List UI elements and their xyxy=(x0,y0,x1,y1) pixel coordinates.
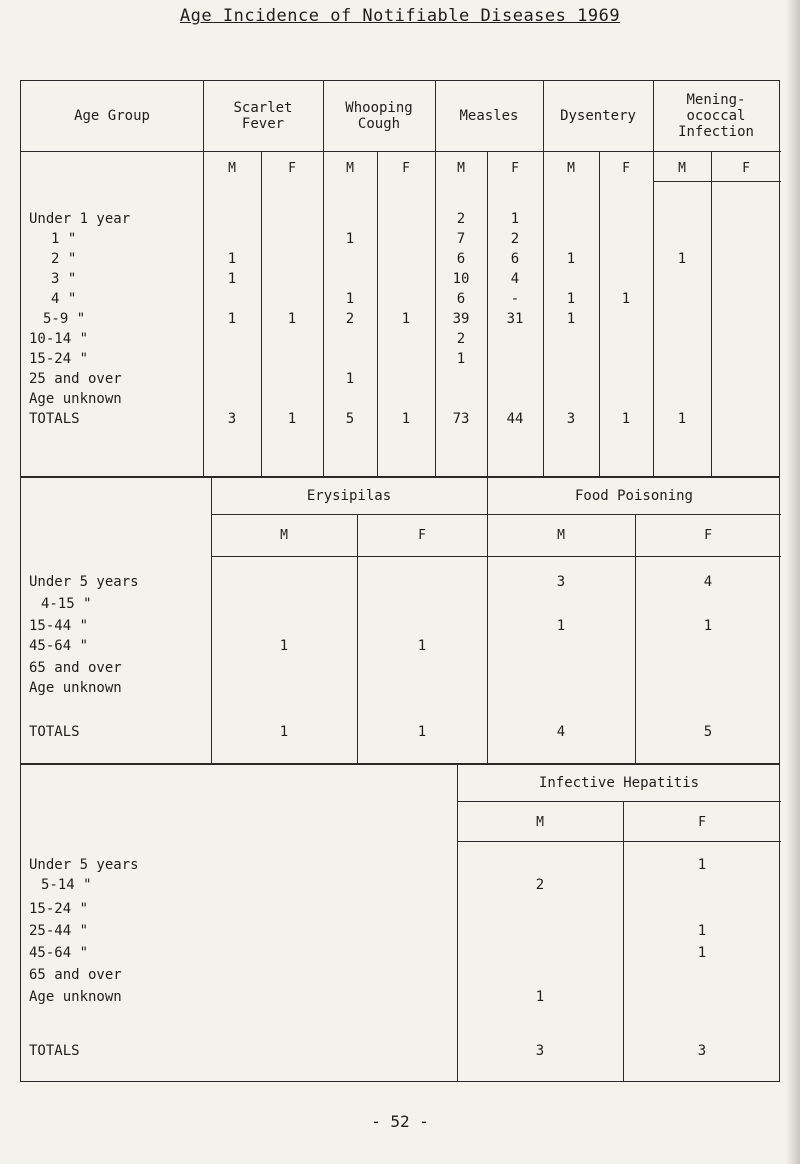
mf-label: M xyxy=(678,161,686,176)
table-cell: 1 xyxy=(566,291,576,307)
table-cell: 6 xyxy=(456,291,466,307)
table-cell: 1 xyxy=(417,638,427,654)
table-cell: 1 xyxy=(535,989,545,1005)
mf-label: M xyxy=(346,161,354,176)
table-cell: 2 xyxy=(345,311,355,327)
table-cell: 1 xyxy=(345,291,355,307)
total-cell: 1 xyxy=(287,411,297,427)
row-label: Under 5 years xyxy=(29,857,139,873)
table-cell: 1 xyxy=(510,211,520,227)
row-label: 1 " xyxy=(51,231,77,247)
table-cell: 1 xyxy=(227,251,237,267)
mf-label: F xyxy=(622,161,630,176)
table-cell: 1 xyxy=(677,251,687,267)
row-label: 15-24 " xyxy=(29,901,89,917)
table-cell: 1 xyxy=(456,351,466,367)
mf-label: F xyxy=(698,815,706,830)
mf-label: F xyxy=(704,528,712,543)
mf-label: F xyxy=(418,528,426,543)
header-whooping-cough: Whooping Cough xyxy=(345,100,413,132)
table-cell: 2 xyxy=(456,331,466,347)
table-cell: 6 xyxy=(456,251,466,267)
row-label: 45-64 " xyxy=(29,638,89,654)
table-cell: 6 xyxy=(510,251,520,267)
total-cell: 1 xyxy=(401,411,411,427)
table-cell: 7 xyxy=(456,231,466,247)
table-cell: - xyxy=(510,291,520,307)
table-infective-hepatitis xyxy=(20,764,780,1082)
header-scarlet-fever: Scarlet Fever xyxy=(233,100,293,132)
total-cell: 3 xyxy=(566,411,576,427)
total-cell: 4 xyxy=(556,724,566,740)
table-cell: 1 xyxy=(697,923,707,939)
mf-label: F xyxy=(288,161,296,176)
totals-label: TOTALS xyxy=(29,1043,80,1059)
row-label: Under 5 years xyxy=(29,574,139,590)
row-label: 15-24 " xyxy=(29,351,89,367)
table-cell: 2 xyxy=(510,231,520,247)
totals-label: TOTALS xyxy=(29,724,80,740)
age-group-header: Age Group xyxy=(74,108,150,124)
header-infective-hepatitis: Infective Hepatitis xyxy=(538,775,700,791)
table-cell: 1 xyxy=(345,231,355,247)
table-cell: 1 xyxy=(556,618,566,634)
total-cell: 3 xyxy=(697,1043,707,1059)
row-label: Age unknown xyxy=(29,680,122,696)
row-label: 4 " xyxy=(51,291,77,307)
row-label: 5-14 " xyxy=(41,877,92,893)
row-label: 2 " xyxy=(51,251,77,267)
mf-label: F xyxy=(402,161,410,176)
totals-label: TOTALS xyxy=(29,411,80,427)
table-cell: 1 xyxy=(227,271,237,287)
table-cell: 1 xyxy=(401,311,411,327)
table-cell: 1 xyxy=(227,311,237,327)
header-dysentery: Dysentery xyxy=(560,108,636,124)
total-cell: 44 xyxy=(506,411,524,427)
row-label: Age unknown xyxy=(29,391,122,407)
total-cell: 5 xyxy=(703,724,713,740)
row-label: 15-44 " xyxy=(29,618,89,634)
total-cell: 1 xyxy=(677,411,687,427)
mf-label: F xyxy=(511,161,519,176)
mf-label: M xyxy=(567,161,575,176)
row-label: 10-14 " xyxy=(29,331,89,347)
table-erysipilas-food-poisoning xyxy=(20,477,780,764)
header-meningococcal: Mening- ococcal Infection xyxy=(678,92,754,140)
table-cell: 1 xyxy=(566,311,576,327)
table-cell: 1 xyxy=(621,291,631,307)
page-edge-shadow xyxy=(786,0,800,1164)
row-label: 25-44 " xyxy=(29,923,89,939)
table-cell: 1 xyxy=(279,638,289,654)
table-cell: 31 xyxy=(506,311,524,327)
table-main-diseases xyxy=(20,80,780,477)
total-cell: 1 xyxy=(279,724,289,740)
total-cell: 3 xyxy=(535,1043,545,1059)
mf-label: M xyxy=(557,528,565,543)
table-cell: 1 xyxy=(287,311,297,327)
row-label: 65 and over xyxy=(29,967,122,983)
total-cell: 73 xyxy=(452,411,470,427)
row-label: 65 and over xyxy=(29,660,122,676)
table-cell: 3 xyxy=(556,574,566,590)
total-cell: 3 xyxy=(227,411,237,427)
page-title: Age Incidence of Notifiable Diseases 1969 xyxy=(179,6,621,26)
mf-label: M xyxy=(457,161,465,176)
row-label: 3 " xyxy=(51,271,77,287)
row-label: Under 1 year xyxy=(29,211,131,227)
total-cell: 1 xyxy=(621,411,631,427)
row-label: 4-15 " xyxy=(41,596,92,612)
table-cell: 10 xyxy=(452,271,470,287)
total-cell: 5 xyxy=(345,411,355,427)
row-label: 45-64 " xyxy=(29,945,89,961)
table-cell: 1 xyxy=(345,371,355,387)
table-cell: 1 xyxy=(703,618,713,634)
table-cell: 4 xyxy=(703,574,713,590)
mf-label: F xyxy=(742,161,750,176)
row-label: Age unknown xyxy=(29,989,122,1005)
row-label: 25 and over xyxy=(29,371,122,387)
mf-label: M xyxy=(280,528,288,543)
header-erysipilas: Erysipilas xyxy=(306,488,392,504)
page-number: - 52 - xyxy=(371,1112,429,1131)
table-cell: 39 xyxy=(452,311,470,327)
table-cell: 1 xyxy=(566,251,576,267)
total-cell: 1 xyxy=(417,724,427,740)
row-label: 5-9 " xyxy=(43,311,86,327)
mf-label: M xyxy=(228,161,236,176)
table-cell: 2 xyxy=(535,877,545,893)
table-cell: 4 xyxy=(510,271,520,287)
table-cell: 1 xyxy=(697,857,707,873)
table-cell: 2 xyxy=(456,211,466,227)
header-measles: Measles xyxy=(459,108,519,124)
mf-label: M xyxy=(536,815,544,830)
header-food-poisoning: Food Poisoning xyxy=(574,488,693,504)
table-cell: 1 xyxy=(697,945,707,961)
